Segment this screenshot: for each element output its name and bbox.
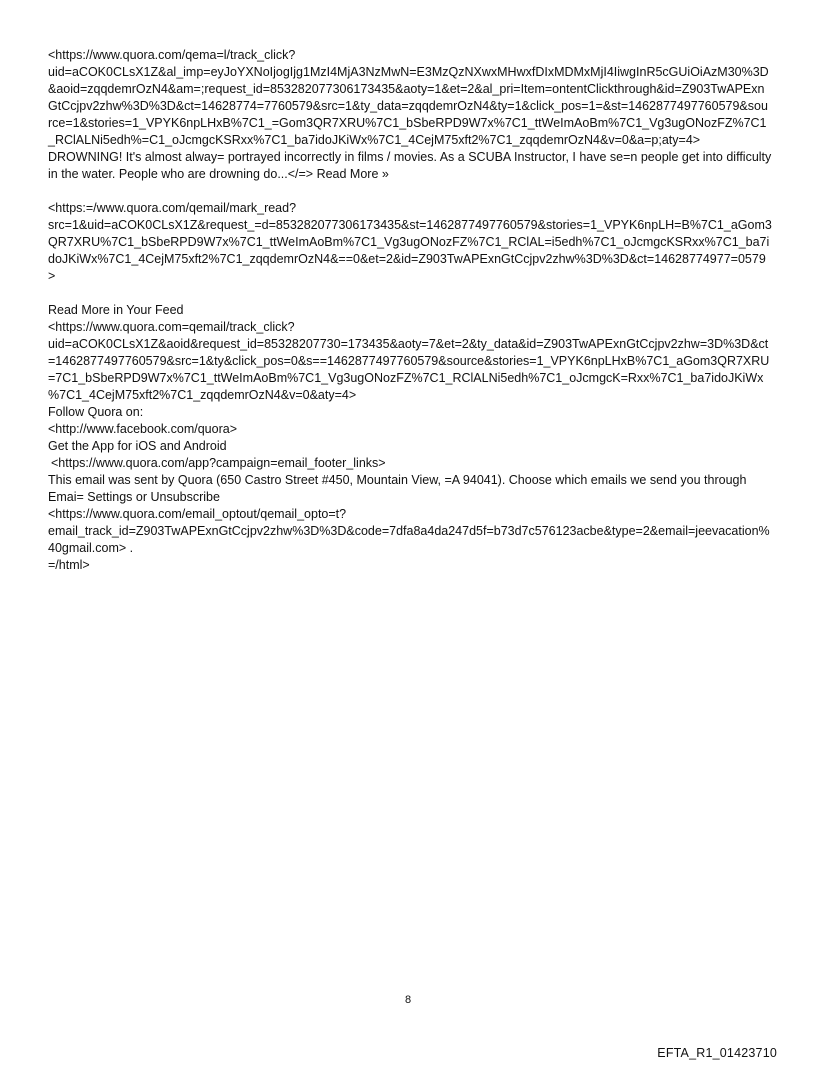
app-label: Get the App for iOS and Android (48, 439, 227, 453)
bates-number: EFTA_R1_01423710 (657, 1046, 777, 1060)
story-snippet: DROWNING! It's almost alway= portrayed incorrectly in films / movies. As a SCUBA Instructor, I have se=n people get into difficulty in the water. People who are drowning do...</=> Read More » (48, 150, 775, 181)
read-more-link[interactable]: <https://www.quora.com=qemail/track_click?uid=aCOK0CLsX1Z&aoid&request_id=85328207730=173435&aoty=7&et=2&ty_data&id=Z903TwAPExnGtCcjpv2zhw=3D%3D&ct=1462877497760579&src=1&ty&click_pos=0&s==1462877497760579&source&stories=1_VPYK6npLHxB%7C1_aGom3QR7XRU=7C1_bSbeRPD9W7x%7C1_ttWeImAoBm%7C1_Vg3ugONozFZ%7C1_RClALNi5edh%7C1_oJcmgcK=Rxx%7C1_ba7idoJKiWx%7C1_4CejM75xft2%7C1_zqqdemrOzN4&v=0&aty=4> (48, 320, 770, 402)
spacer (48, 285, 772, 302)
html-end-tag: =/html> (48, 558, 90, 572)
email-body (48, 47, 775, 574)
sent-by-text: This email was sent by Quora (650 Castro Street #450, Mountain View, =A 94041). Choose which emails we send you through Emai= Settings or Unsubscribe (48, 473, 750, 504)
page-number: 8 (404, 994, 412, 1006)
app-link[interactable]: <https://www.quora.com/app?campaign=email_footer_links> (51, 456, 386, 470)
facebook-link[interactable]: <http://www.facebook.com/quora> (48, 422, 237, 436)
follow-label: Follow Quora on: (48, 405, 144, 419)
read-more-heading: Read More in Your Feed (48, 303, 184, 317)
mark-read-link[interactable]: <https:=/www.quora.com/qemail/mark_read?src=1&uid=aCOK0CLsX1Z&request_=d=853282077306173435&st=1462877497760579&stories=1_VPYK6npLH=B%7C1_aGom3QR7XRU%7C1_bSbeRPD9W7x%7C1_ttWeImAoBm%7C1_Vg3ugONozFZ%7C1_RClAL=i5edh%7C1_oJcmgcKSRxx%7C1_ba7idoJKiWx%7C1_4CejM75xft2%7C1_zqqdemrOzN4&==0&et=2&id=Z903TwAPExnGtCcjpv2zhw%3D%3D&ct=14628774977=0579> (48, 201, 772, 283)
spacer (48, 183, 772, 200)
tracking-link-1[interactable]: <https://www.quora.com/qema=l/track_click?uid=aCOK0CLsX1Z&al_imp=eyJoYXNoIjogIjg1MzI4MjA3NzMwN=E3MzQzNXwxMHwxfDIxMDMxMjI4IiwgInR5cGUiOiAzM30%3D&aoid=zqqdemrOzN4&am=;request_id=853282077306173435&aoty=1&et=2&al_pri=Item=ontentClickthrough&id=Z903TwAPExnGtCcjpv2zhw%3D%3D&ct=14628774=7760579&src=1&ty_data=zqqdemrOzN4&ty=1&click_pos=1=&st=1462877497760579&source=1&stories=1_VPYK6npLHxB%7C1_=Gom3QR7XRU%7C1_bSbeRPD9W7x%7C1_ttWeImAoBm%7C1_Vg3ugONozFZ%7C1_RClALNi5edh%=C1_oJcmgcKSRxx%7C1_ba7idoJKiWx%7C1_4CejM75xft2%7C1_zqqdemrOzN4&v=0&a=p;aty=4> (48, 48, 769, 147)
optout-link[interactable]: <https://www.quora.com/email_optout/qemail_opto=t?email_track_id=Z903TwAPExnGtCcjpv2zhw%3D%3D&code=7dfa8a4da247d5f=b73d7c576123acbe&type=2&email=jeevacation%40gmail.com> . (48, 507, 770, 555)
